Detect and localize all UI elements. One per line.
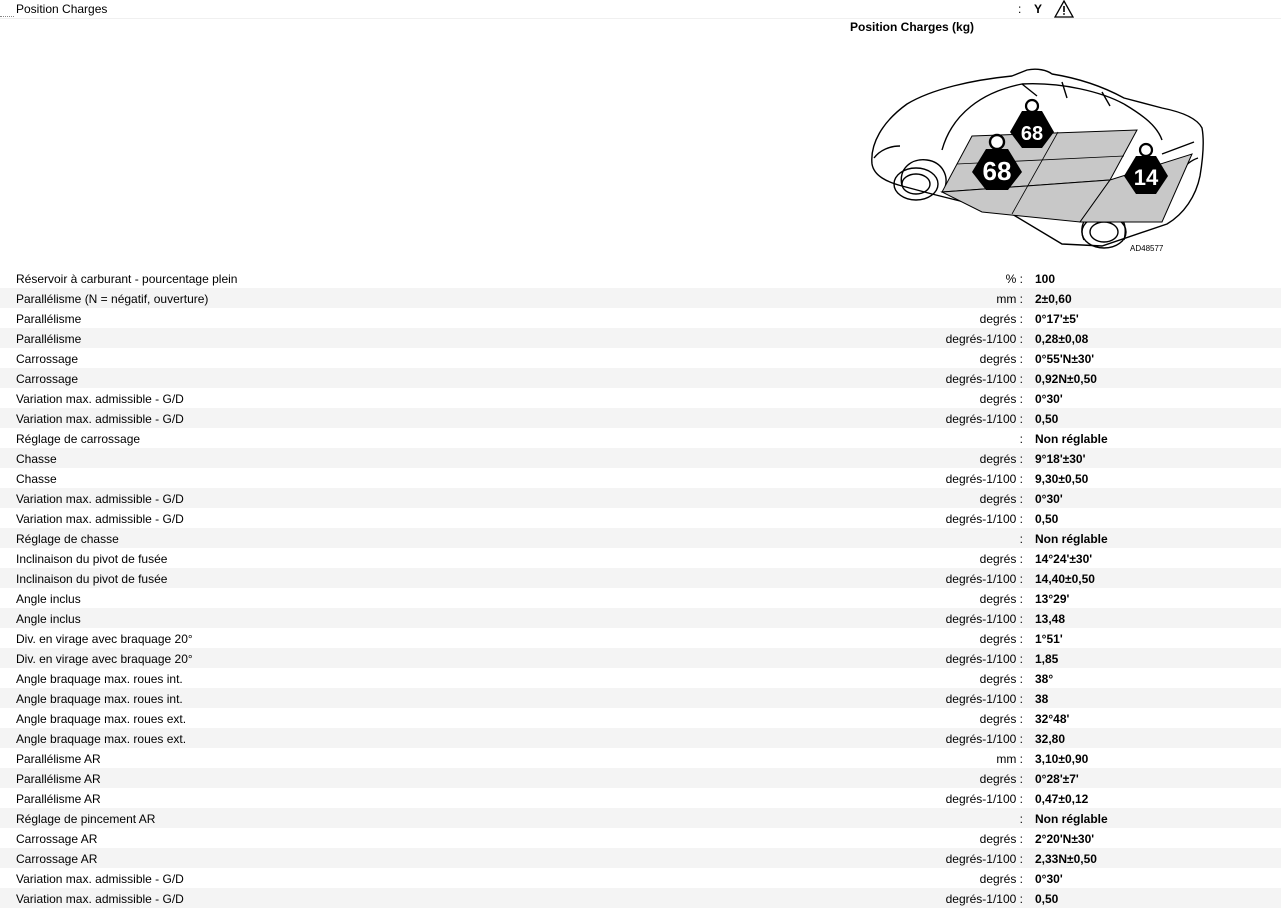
table-row <box>0 428 1281 448</box>
table-row <box>0 668 1281 688</box>
corner-marker <box>0 15 14 17</box>
weight-label-trunk: 14 <box>1133 165 1159 190</box>
row-value: 32°48' <box>1035 712 1070 726</box>
table-row <box>0 268 1281 288</box>
row-label: Réglage de pincement AR <box>16 812 156 826</box>
row-label: Angle braquage max. roues ext. <box>16 712 187 726</box>
row-label: Variation max. admissible - G/D <box>16 492 184 506</box>
row-unit: % : <box>1005 272 1023 286</box>
row-label: Angle braquage max. roues int. <box>16 672 183 686</box>
row-value: 32,80 <box>1035 732 1066 746</box>
row-label: Variation max. admissible - G/D <box>16 872 184 886</box>
table-row <box>0 308 1281 328</box>
row-label: Variation max. admissible - G/D <box>16 412 184 426</box>
table-row <box>0 468 1281 488</box>
row-value: 0°30' <box>1035 872 1063 886</box>
row-label: Réservoir à carburant - pourcentage plein <box>16 272 238 286</box>
row-label: Réglage de carrossage <box>16 432 141 446</box>
table-row <box>0 648 1281 668</box>
row-value: 0°55'N±30' <box>1035 352 1095 366</box>
row-unit: degrés-1/100 : <box>945 652 1023 666</box>
row-value: 0,50 <box>1035 892 1059 906</box>
row-unit: degrés : <box>979 712 1023 726</box>
row-value: 14,40±0,50 <box>1035 572 1095 586</box>
row-label: Chasse <box>16 472 57 486</box>
row-label: Variation max. admissible - G/D <box>16 392 184 406</box>
table-row <box>0 708 1281 728</box>
row-unit: degrés : <box>979 872 1023 886</box>
table-row <box>0 368 1281 388</box>
row-unit: degrés : <box>979 672 1023 686</box>
row-label: Variation max. admissible - G/D <box>16 892 184 906</box>
row-unit: degrés-1/100 : <box>945 512 1023 526</box>
row-value: 0,50 <box>1035 412 1059 426</box>
table-row <box>0 868 1281 888</box>
row-label: Carrossage <box>16 372 79 386</box>
row-unit: : <box>1019 432 1023 446</box>
row-unit: : <box>1019 812 1023 826</box>
row-label: Div. en virage avec braquage 20° <box>16 632 193 646</box>
table-row <box>0 688 1281 708</box>
row-unit: degrés-1/100 : <box>945 372 1023 386</box>
table-row <box>0 568 1281 588</box>
row-label: Réglage de chasse <box>16 532 119 546</box>
warning-triangle-icon[interactable] <box>1054 0 1074 18</box>
row-label: Variation max. admissible - G/D <box>16 512 184 526</box>
row-value: 0°17'±5' <box>1035 312 1079 326</box>
row-unit: degrés : <box>979 832 1023 846</box>
row-value: 100 <box>1035 272 1056 286</box>
weight-label-rear-seat: 68 <box>1020 123 1044 145</box>
row-label: Parallélisme AR <box>16 752 101 766</box>
table-row <box>0 448 1281 468</box>
row-value: 14°24'±30' <box>1035 552 1093 566</box>
row-value: 2,33N±0,50 <box>1035 852 1097 866</box>
row-unit: degrés-1/100 : <box>945 852 1023 866</box>
row-unit: degrés-1/100 : <box>945 892 1023 906</box>
table-row <box>0 728 1281 748</box>
table-row <box>0 388 1281 408</box>
row-value: 13,48 <box>1035 612 1066 626</box>
row-label: Parallélisme (N = négatif, ouverture) <box>16 292 209 306</box>
table-row <box>0 628 1281 648</box>
row-unit: degrés : <box>979 492 1023 506</box>
row-value: 0°28'±7' <box>1035 772 1079 786</box>
row-value: 1,85 <box>1035 652 1059 666</box>
row-unit: degrés-1/100 : <box>945 572 1023 586</box>
row-unit: degrés : <box>979 352 1023 366</box>
row-label: Inclinaison du pivot de fusée <box>16 552 168 566</box>
table-row <box>0 828 1281 848</box>
header-separator: : <box>1018 2 1022 16</box>
row-label: Parallélisme <box>16 332 82 346</box>
row-value: 0,92N±0,50 <box>1035 372 1097 386</box>
row-unit: degrés : <box>979 772 1023 786</box>
row-label: Carrossage AR <box>16 852 98 866</box>
row-unit: degrés : <box>979 392 1023 406</box>
row-value: 9,30±0,50 <box>1035 472 1089 486</box>
row-unit: degrés-1/100 : <box>945 412 1023 426</box>
header-row <box>0 0 1281 19</box>
row-value: 0,47±0,12 <box>1035 792 1089 806</box>
row-value: 0°30' <box>1035 392 1063 406</box>
table-row <box>0 508 1281 528</box>
alignment-spec-table <box>0 268 1281 908</box>
row-value: 9°18'±30' <box>1035 452 1086 466</box>
row-label: Angle inclus <box>16 592 81 606</box>
row-label: Angle braquage max. roues ext. <box>16 732 187 746</box>
row-label: Carrossage AR <box>16 832 98 846</box>
header-value: Y <box>1034 2 1043 16</box>
row-value: 38 <box>1035 692 1049 706</box>
row-value: 13°29' <box>1035 592 1070 606</box>
row-unit: degrés-1/100 : <box>945 732 1023 746</box>
row-value: 38° <box>1035 672 1054 686</box>
row-label: Parallélisme <box>16 312 82 326</box>
row-label: Parallélisme AR <box>16 792 101 806</box>
row-unit: degrés : <box>979 452 1023 466</box>
row-value: 2°20'N±30' <box>1035 832 1095 846</box>
row-label: Chasse <box>16 452 57 466</box>
row-label: Carrossage <box>16 352 79 366</box>
table-row <box>0 548 1281 568</box>
row-value: Non réglable <box>1035 432 1108 446</box>
row-unit: degrés-1/100 : <box>945 612 1023 626</box>
row-unit: degrés : <box>979 592 1023 606</box>
table-row <box>0 748 1281 768</box>
header-label: Position Charges <box>16 2 108 16</box>
row-unit: degrés : <box>979 552 1023 566</box>
car-load-diagram <box>862 64 1212 260</box>
table-row <box>0 608 1281 628</box>
row-unit: degrés-1/100 : <box>945 692 1023 706</box>
row-value: Non réglable <box>1035 812 1108 826</box>
row-label: Parallélisme AR <box>16 772 101 786</box>
table-row <box>0 408 1281 428</box>
table-row <box>0 768 1281 788</box>
row-unit: degrés-1/100 : <box>945 792 1023 806</box>
row-value: 3,10±0,90 <box>1035 752 1089 766</box>
row-value: Non réglable <box>1035 532 1108 546</box>
table-row <box>0 848 1281 868</box>
row-value: 0°30' <box>1035 492 1063 506</box>
table-row <box>0 528 1281 548</box>
table-row <box>0 348 1281 368</box>
row-value: 0,50 <box>1035 512 1059 526</box>
row-value: 2±0,60 <box>1035 292 1072 306</box>
figure-title: Position Charges (kg) <box>850 20 975 34</box>
weight-label-front-seat: 68 <box>982 156 1012 186</box>
table-row <box>0 288 1281 308</box>
row-label: Div. en virage avec braquage 20° <box>16 652 193 666</box>
row-unit: : <box>1019 532 1023 546</box>
row-unit: degrés-1/100 : <box>945 472 1023 486</box>
row-value: 1°51' <box>1035 632 1063 646</box>
table-row <box>0 888 1281 908</box>
table-row <box>0 788 1281 808</box>
row-unit: mm : <box>996 292 1023 306</box>
row-unit: degrés-1/100 : <box>945 332 1023 346</box>
row-unit: mm : <box>996 752 1023 766</box>
figure-code: AD48577 <box>1130 244 1164 253</box>
table-row <box>0 588 1281 608</box>
row-label: Angle inclus <box>16 612 81 626</box>
table-row <box>0 328 1281 348</box>
row-value: 0,28±0,08 <box>1035 332 1089 346</box>
row-unit: degrés : <box>979 312 1023 326</box>
table-row <box>0 808 1281 828</box>
row-label: Angle braquage max. roues int. <box>16 692 183 706</box>
row-unit: degrés : <box>979 632 1023 646</box>
table-row <box>0 488 1281 508</box>
row-label: Inclinaison du pivot de fusée <box>16 572 168 586</box>
